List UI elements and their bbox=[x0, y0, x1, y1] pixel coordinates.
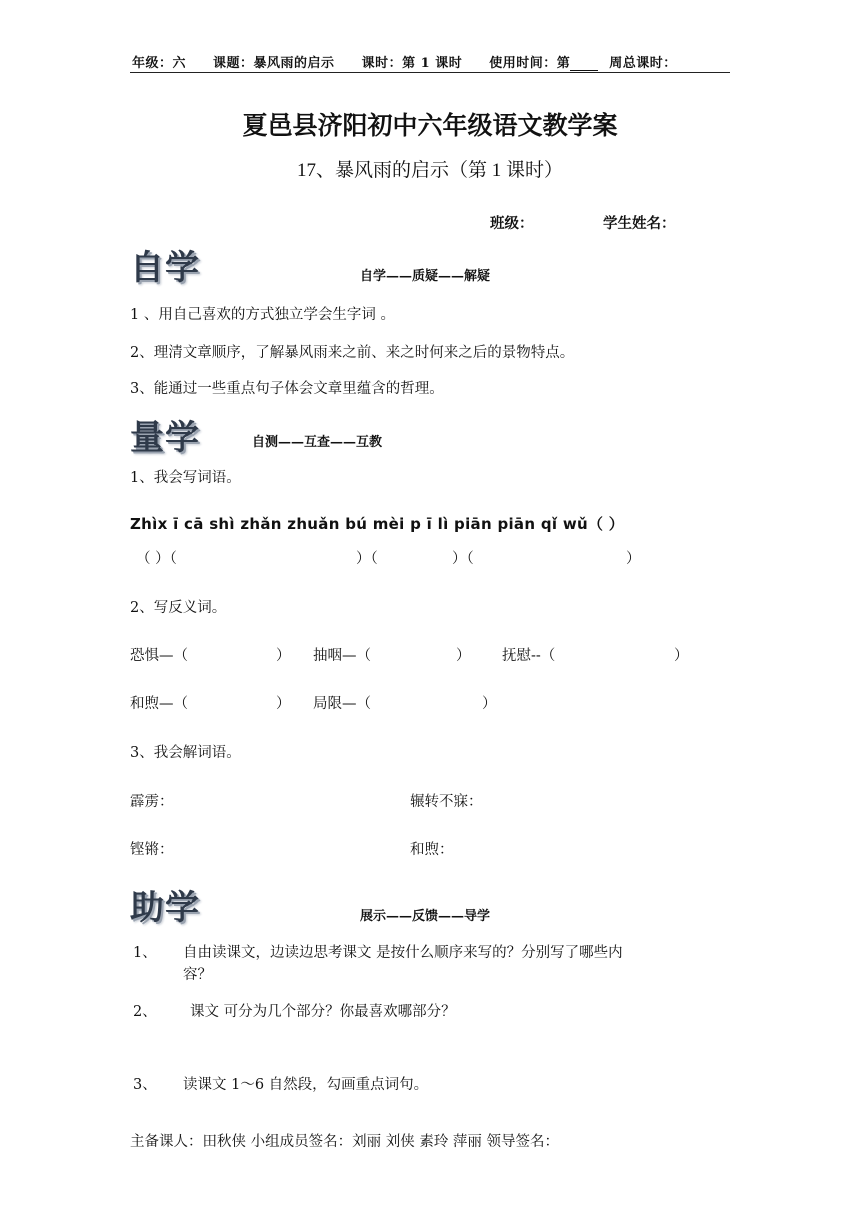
header-period: 课时：第 1 课时 bbox=[361, 56, 463, 71]
answer-bracket-3: ）（ bbox=[452, 551, 474, 567]
answer-bracket-1: （ ）（ bbox=[136, 551, 177, 567]
zhuxue-item-1-text-cont: 容？ bbox=[183, 967, 212, 983]
header-use-time: 使用时间：第 bbox=[489, 56, 571, 71]
page-subtitle: 17、暴风雨的启示（第 1 课时） bbox=[296, 160, 563, 181]
define-hexu: 和煦： bbox=[410, 842, 454, 858]
header-topic: 课题：暴风雨的启示 bbox=[213, 56, 335, 71]
header-total: 周总课时： bbox=[609, 56, 677, 71]
define-kengqiang: 铿锵： bbox=[130, 842, 174, 858]
antonym-5: 局限—（ bbox=[313, 696, 371, 712]
define-pili: 霹雳： bbox=[130, 794, 174, 810]
antonym-5-close: ） bbox=[482, 696, 497, 712]
zhuxue-item-2-text: 课文 可分为几个部分？你最喜欢哪部分？ bbox=[190, 1004, 456, 1020]
zhuxue-item-3-num: 3、 bbox=[133, 1077, 157, 1093]
student-name-label: 学生姓名： bbox=[603, 215, 676, 232]
define-zhanzhuan: 辗转不寐： bbox=[410, 794, 483, 810]
header-blank bbox=[570, 58, 598, 71]
answer-bracket-4: ） bbox=[626, 551, 641, 567]
page-header bbox=[132, 52, 699, 71]
section-motto-zixue: 自学——质疑——解疑 bbox=[360, 269, 491, 284]
liangxue-q1: 1、我会写词语。 bbox=[130, 470, 241, 486]
antonym-3: 抚慰--（ bbox=[502, 648, 556, 664]
class-label: 班级： bbox=[490, 215, 534, 232]
section-heading-zixue: 自学 bbox=[130, 248, 200, 288]
section-heading-liangxue: 量学 bbox=[130, 418, 200, 458]
footer-signatures: 主备课人：田秋侠 小组成员签名：刘丽 刘侠 素玲 萍丽 领导签名： bbox=[130, 1134, 560, 1150]
liangxue-q2: 2、写反义词。 bbox=[130, 600, 227, 616]
liangxue-q3: 3、我会解词语。 bbox=[130, 745, 241, 761]
antonym-2-close: ） bbox=[456, 648, 471, 664]
antonym-4: 和煦—（ bbox=[130, 696, 188, 712]
zhuxue-item-3-text: 读课文 1～6 自然段，勾画重点词句。 bbox=[183, 1077, 429, 1093]
page-title: 夏邑县济阳初中六年级语文教学案 bbox=[242, 111, 618, 140]
zhuxue-item-1-text: 自由读课文，边读边思考课文 是按什么顺序来写的？分别写了哪些内 bbox=[183, 945, 623, 961]
section-motto-zhuxue: 展示——反馈——导学 bbox=[360, 909, 491, 924]
zixue-item-3: 3、能通过一些重点句子体会文章里蕴含的哲理。 bbox=[130, 381, 444, 397]
antonym-1: 恐惧—（ bbox=[130, 648, 188, 664]
header-rule bbox=[130, 72, 730, 73]
antonym-1-close: ） bbox=[276, 648, 291, 664]
antonym-3-close: ） bbox=[674, 648, 689, 664]
section-heading-zhuxue: 助学 bbox=[130, 888, 200, 928]
zhuxue-item-1-num: 1、 bbox=[133, 945, 157, 961]
antonym-4-close: ） bbox=[276, 696, 291, 712]
zhuxue-item-2-num: 2、 bbox=[133, 1004, 157, 1020]
section-motto-liangxue: 自测——互查——互教 bbox=[252, 435, 383, 450]
zixue-item-1: 1 、用自己喜欢的方式独立学会生字词 。 bbox=[130, 307, 395, 323]
antonym-2: 抽咽—（ bbox=[313, 648, 371, 664]
zixue-item-2: 2、理清文章顺序，了解暴风雨来之前、来之时何来之后的景物特点。 bbox=[130, 345, 575, 361]
header-grade: 年级：六 bbox=[132, 56, 187, 71]
pinyin-line: Zhìx ī cā shì zhǎn zhuǎn bú mèi p ī lì piān piān qǐ wǔ（ ） bbox=[130, 515, 625, 533]
answer-bracket-2: ）（ bbox=[356, 551, 378, 567]
